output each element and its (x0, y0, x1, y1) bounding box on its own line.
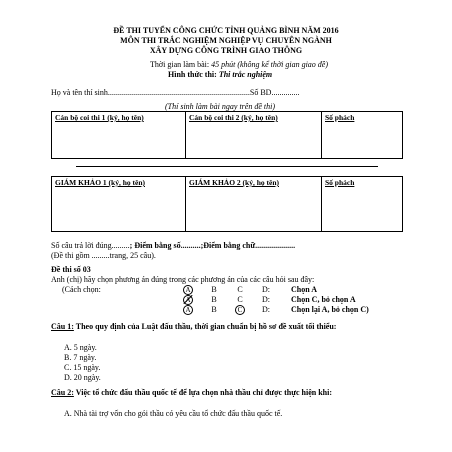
method-row-2-text: Chọn C, bỏ chọn A (291, 295, 356, 304)
method-row-2-opt-b: B (211, 295, 217, 304)
proctor-table (51, 111, 403, 159)
examiner-2-label: GIÁM KHẢO 2 (ký, họ tên) (189, 178, 279, 187)
header-line-1: ĐỀ THI TUYỂN CÔNG CHỨC TỈNH QUẢNG BÌNH NĂM 2016 (113, 26, 339, 35)
proctor-1-cell (52, 112, 186, 158)
page-count-line: (Đề thi gồm .........trang, 25 câu). (51, 251, 156, 260)
time-line (150, 60, 328, 70)
proctor-2-cell (186, 112, 322, 158)
examiner-2-cell (186, 177, 322, 231)
examiner-table (51, 176, 403, 232)
question-1 (51, 322, 403, 332)
question-2 (51, 388, 403, 398)
proctor-1-label: Cán bộ coi thi 1 (ký, họ tên) (55, 113, 144, 122)
question-2-text: Việc tổ chức đấu thầu quốc tế để lựa chọn nhà thầu chỉ được thực hiện khi: (73, 388, 332, 397)
method-row-1-opt-c: C (237, 285, 243, 294)
crossed-answer-icon: A (183, 295, 193, 305)
question-1-text: Theo quy định của Luật đấu thầu, thời gian chuẩn bị hồ sơ đề xuất tối thiểu: (73, 322, 337, 331)
secret-code-cell-1 (322, 112, 402, 158)
correct-count: Số câu trả lời đúng......... (51, 241, 130, 250)
candidate-name-line: Họ và tên thí sinh.......................................................................Số BD.............. (51, 88, 300, 97)
form-label: Hình thức thi: (168, 70, 217, 79)
q2-answer-a: A. Nhà tài trợ vốn cho gói thầu có yêu cầu tổ chức đấu thầu quốc tế. (64, 409, 283, 418)
q1-answer-c: C. 15 ngày. (64, 363, 101, 372)
method-row-3-opt-b: B (211, 305, 217, 314)
method-row-2 (175, 295, 356, 305)
time-value: 45 phút (không kể thời gian giao đề) (211, 60, 329, 69)
method-row-3-opt-c (227, 305, 253, 315)
score-fields: ; Điểm bằng số..........;Điểm bằng chữ.................... (129, 241, 296, 250)
method-row-1-opt-a (175, 285, 201, 295)
time-label: Thời gian làm bài: (150, 60, 210, 69)
examiner-1-cell (52, 177, 186, 231)
method-row-2-opt-d: D: (262, 295, 270, 304)
header-line-3: XÂY DỰNG CÔNG TRÌNH GIAO THÔNG (149, 46, 303, 55)
separator-line (76, 166, 378, 167)
method-row-2-opt-c: C (237, 295, 243, 304)
exam-code: Đề thi số 03 (51, 265, 91, 274)
secret-code-cell-2 (322, 177, 402, 231)
header-line-2: MÔN THI TRẮC NGHIỆM NGHIỆP VỤ CHUYÊN NGÀNH (120, 36, 332, 45)
method-row-3-text: Chọn lại A, bỏ chọn C) (291, 305, 369, 314)
circled-answer-icon: A (183, 305, 193, 315)
method-row-1-text: Chọn A (291, 285, 318, 294)
form-line (168, 70, 272, 80)
secret-code-label-2: Số phách (325, 178, 355, 187)
examiner-1-label: GIÁM KHẢO 1 (ký, họ tên) (55, 178, 145, 187)
q1-answer-d: D. 20 ngày. (64, 373, 101, 382)
method-row-1-opt-d: D: (262, 285, 270, 294)
question-1-label: Câu 1: (51, 322, 74, 331)
circled-answer-icon: A (183, 285, 193, 295)
method-label: (Cách chọn: (62, 285, 101, 294)
method-row-3-opt-a (175, 305, 201, 315)
circled-answer-icon: C (235, 305, 245, 315)
method-row-1 (175, 285, 317, 295)
form-value: Thi trắc nghiệm (218, 70, 273, 79)
method-row-1-opt-b: B (211, 285, 217, 294)
instruction: Anh (chị) hãy chọn phương án đúng trong các phương án của các câu hỏi sau đây: (51, 275, 315, 284)
secret-code-label-1: Số phách (325, 113, 355, 122)
method-row-3 (175, 305, 369, 315)
q1-answer-b: B. 7 ngày. (64, 353, 97, 362)
method-row-2-opt-a (175, 295, 201, 305)
method-row-3-opt-d: D: (262, 305, 270, 314)
proctor-2-label: Cán bộ coi thi 2 (ký, họ tên) (189, 113, 278, 122)
q1-answer-a: A. 5 ngày. (64, 343, 97, 352)
cross-mark-icon (183, 295, 192, 304)
question-2-label: Câu 2: (51, 388, 74, 397)
score-line (51, 241, 295, 251)
candidate-note: (Thí sinh làm bài ngay trên đề thi) (165, 102, 275, 111)
